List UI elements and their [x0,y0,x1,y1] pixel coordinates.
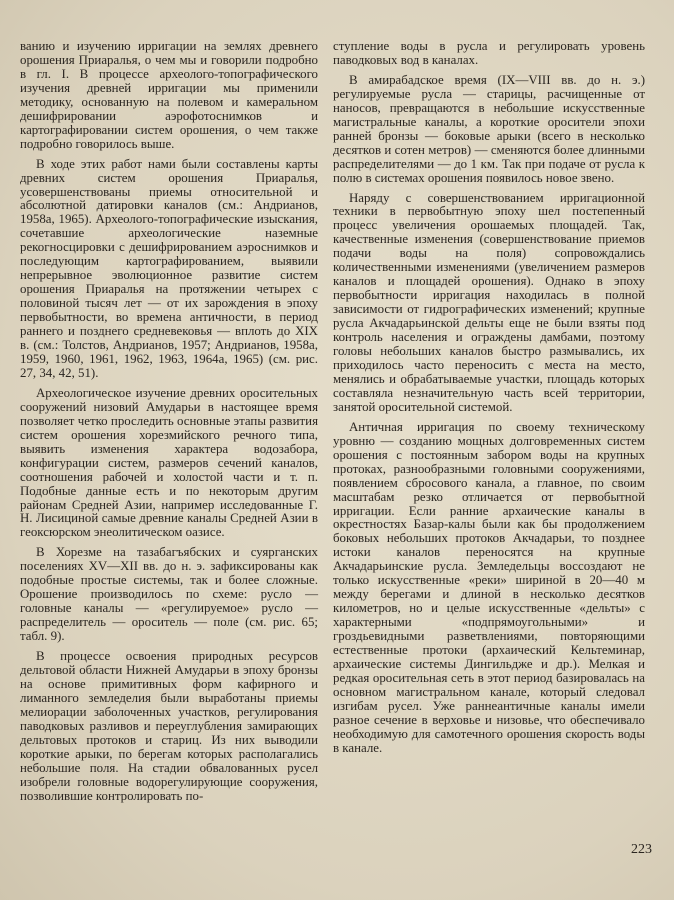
page-number: 223 [631,842,652,857]
paragraph: Наряду с совершенствованием ирригационной техники в первобытную эпоху шел постепенный процесс увеличения орошаемых площадей. Так, качественные изменения (совершенствование приемов подачи воды на поля) сопровождались количественными изменениями (увеличением размеров каналов и площадей орошения). Однако в эпоху первобытности ирригация находилась в полной зависимости от гидрографических изменений; крупные русла Акчадарьинской дельты еще не были взяты под контроль населения и ограждены дамбами, поэтому головы небольших каналов быстро размывались, их приходилось часто переносить с места на место, менялись и обрабатываемые участки, площадь которых составляла незначительную часть всей территории, занятой оросительной системой. [333,190,645,414]
left-column [20,40,318,810]
right-column [333,40,645,762]
paragraph: В ходе этих работ нами были составлены карты древних систем орошения Приаралья, усовершенствованы приемы относительной и абсолютной датировки каналов (см.: Андрианов, 1958а, 1965). Археолого-топографические изыскания, сочетавшие археологические наземные рекогносцировки с дешифрированием аэроснимков и последующим картографированием, выявили непрерывное эволюционное развитие систем орошения Приаралья на протяжении четырех с половиной тысяч лет — от их зарождения в эпоху первобытности, во времена античности, в период раннего и позднего средневековья — вплоть до XIX в. (см.: Толстов, Андрианов, 1957; Андрианов, 1958а, 1959, 1960, 1961, 1962, 1963, 1964а, 1965) (см. рис. 27, 34, 42, 51). [20,156,318,380]
paragraph: Античная ирригация по своему техническому уровню — созданию мощных долговременных систем орошения с постоянным забором воды на крупных протоках, разнообразными головными сооружениями, появлением сбросового канала, а главное, по своим масштабам резко отличается от первобытной ирригации. Если ранние архаические каналы в окрестностях Базар-калы были как бы продолжением боковых небольших протоков Акчадарьи, то позднее истоки каналов переносятся на крупные Акчадарьинские русла. Земледельцы воссоздают не только искусственные «реки» шириной в 20—40 м между берегами и длиной в несколько десятков километров, но и целые искусственные «дельты» с характерными «подпрямоугольными» и гроздьевидными разветвлениями, повторяющими естественные протоки (архаический Кельтеминар, архаические системы Дингильдже и др.). Мелкая и редкая оросительная сеть в этот период базировалась на основном магистральном канале, который следовал изгибам русел. Уже раннеантичные каналы имели разное сечение в верховье и низовье, что обеспечивало необходимую для самотечного орошения скорость воды в канале. [333,419,645,755]
paragraph: ступление воды в русла и регулировать уровень паводковых вод в каналах. [333,39,645,67]
paragraph: В процессе освоения природных ресурсов дельтовой области Нижней Амударьи в эпоху бронзы на основе примитивных форм кафирного и лиманного земледелия были выработаны приемы мелиорации заболоченных участков, регулирования паводковых разливов и переуглубления замирающих дельтовых протоков и стариц. Из них выводили короткие арыки, по берегам которых располагались небольшие поля. На стадии обвалованных русел изобрели головные водорегулирующие сооружения, позволившие контролировать по- [20,649,318,803]
paragraph: Археологическое изучение древних оросительных сооружений низовий Амударьи в настоящее время позволяет четко проследить основные этапы развития систем орошения хорезмийского речного типа, выявить изменения характера водозабора, конфигурации систем, размеров сечений каналов, соотношения рабочей и холостой части и т. п. Подобные данные есть и по некоторым другим районам Средней Азии, например исследованные Г. Н. Лисициной самые древние каналы Средней Азии в геоксюрском энеолитическом оазисе. [20,385,318,540]
paragraph: ванию и изучению ирригации на землях древнего орошения Приаралья, о чем мы и говорили подробно в гл. I. В процессе археолого-топографического изучения древней ирригации мы применили методику, основанную на полевом и камеральном дешифрировании аэрофотоснимков и картографировании систем орошения, о чем также подробно говорилось выше. [20,39,318,151]
paragraph: В амирабадское время (IX—VIII вв. до н. э.) регулируемые русла — старицы, расчищенные от наносов, превращаются в небольшие искусственные магистральные каналы, а короткие оросители эпохи ранней бронзы — боковые арыки (всего в несколько десятков и сотен метров) — сменяются более длинными распределителями — до 1 км. Так при подаче от русла к полю в системах орошения появилось новое звено. [333,72,645,185]
paragraph: В Хорезме на тазабагъябских и суярганских поселениях XV—XII вв. до н. э. зафиксированы как подобные простые системы, так и более сложные. Орошение производилось по схеме: русло — головные каналы — «регулируемое» русло — распределитель — ороситель — поле (см. рис. 65; табл. 9). [20,545,318,644]
